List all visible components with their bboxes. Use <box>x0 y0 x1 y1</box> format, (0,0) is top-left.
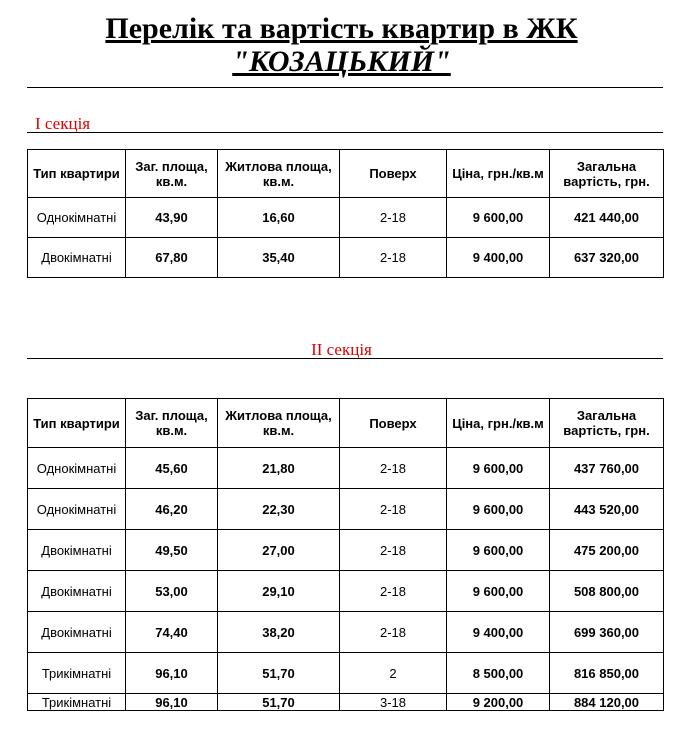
table-header-row <box>28 150 664 198</box>
cell-apartment-type: Однокімнатні <box>28 448 126 489</box>
header-total-cost: Загальна вартість, грн. <box>550 399 664 448</box>
cell-apartment-type: Двокімнатні <box>28 571 126 612</box>
cell-floor: 2-18 <box>340 571 447 612</box>
cell-price-per-sqm: 9 600,00 <box>447 489 550 530</box>
cell-living-area: 51,70 <box>218 694 340 711</box>
header-floor: Поверх <box>340 399 447 448</box>
cell-price-per-sqm: 9 600,00 <box>447 571 550 612</box>
cell-living-area: 22,30 <box>218 489 340 530</box>
cell-floor: 2-18 <box>340 489 447 530</box>
cell-floor: 2 <box>340 653 447 694</box>
table-row <box>28 612 664 653</box>
header-price-per-sqm: Ціна, грн./кв.м <box>447 399 550 448</box>
section-1-divider <box>27 132 663 133</box>
table-row <box>28 694 664 711</box>
cell-floor: 2-18 <box>340 198 447 238</box>
cell-apartment-type: Трикімнатні <box>28 653 126 694</box>
cell-total-area: 45,60 <box>126 448 218 489</box>
cell-apartment-type: Трикімнатні <box>28 694 126 711</box>
cell-living-area: 38,20 <box>218 612 340 653</box>
cell-total-area: 74,40 <box>126 612 218 653</box>
cell-floor: 2-18 <box>340 530 447 571</box>
cell-living-area: 35,40 <box>218 238 340 278</box>
header-living-area: Житлова площа, кв.м. <box>218 150 340 198</box>
section-1-label: І секція <box>35 114 91 133</box>
header-floor: Поверх <box>340 150 447 198</box>
cell-price-per-sqm: 9 400,00 <box>447 238 550 278</box>
table-row <box>28 489 664 530</box>
header-apartment-type: Тип квартири <box>28 399 126 448</box>
cell-total-cost: 437 760,00 <box>550 448 664 489</box>
cell-total-cost: 508 800,00 <box>550 571 664 612</box>
header-price-per-sqm: Ціна, грн./кв.м <box>447 150 550 198</box>
table-row <box>28 530 664 571</box>
section-2-divider <box>27 358 663 359</box>
table-row <box>28 198 664 238</box>
table-row <box>28 238 664 278</box>
cell-total-cost: 699 360,00 <box>550 612 664 653</box>
table-row <box>28 571 664 612</box>
cell-price-per-sqm: 8 500,00 <box>447 653 550 694</box>
header-total-area: Заг. площа, кв.м. <box>126 399 218 448</box>
cell-total-cost: 816 850,00 <box>550 653 664 694</box>
cell-total-area: 53,00 <box>126 571 218 612</box>
cell-total-cost: 884 120,00 <box>550 694 664 711</box>
table-header-row <box>28 399 664 448</box>
cell-floor: 2-18 <box>340 238 447 278</box>
cell-floor: 2-18 <box>340 612 447 653</box>
header-apartment-type: Тип квартири <box>28 150 126 198</box>
cell-living-area: 21,80 <box>218 448 340 489</box>
table-row <box>28 653 664 694</box>
section-2-price-table <box>27 398 664 711</box>
section-2-label: ІІ секція <box>311 340 372 359</box>
cell-apartment-type: Двокімнатні <box>28 238 126 278</box>
cell-total-area: 96,10 <box>126 653 218 694</box>
cell-total-cost: 475 200,00 <box>550 530 664 571</box>
cell-living-area: 51,70 <box>218 653 340 694</box>
cell-total-area: 49,50 <box>126 530 218 571</box>
header-total-cost: Загальна вартість, грн. <box>550 150 664 198</box>
table-row <box>28 448 664 489</box>
cell-living-area: 16,60 <box>218 198 340 238</box>
cell-apartment-type: Двокімнатні <box>28 612 126 653</box>
document-title: Перелік та вартість квартир в ЖК <box>105 12 578 45</box>
cell-total-area: 46,20 <box>126 489 218 530</box>
title-divider <box>27 87 663 88</box>
cell-total-cost: 443 520,00 <box>550 489 664 530</box>
cell-apartment-type: Двокімнатні <box>28 530 126 571</box>
cell-floor: 3-18 <box>340 694 447 711</box>
cell-apartment-type: Однокімнатні <box>28 198 126 238</box>
cell-total-cost: 421 440,00 <box>550 198 664 238</box>
section-1-price-table <box>27 149 664 278</box>
header-total-area: Заг. площа, кв.м. <box>126 150 218 198</box>
cell-floor: 2-18 <box>340 448 447 489</box>
cell-total-area: 67,80 <box>126 238 218 278</box>
cell-apartment-type: Однокімнатні <box>28 489 126 530</box>
cell-price-per-sqm: 9 400,00 <box>447 612 550 653</box>
cell-price-per-sqm: 9 200,00 <box>447 694 550 711</box>
cell-price-per-sqm: 9 600,00 <box>447 198 550 238</box>
cell-price-per-sqm: 9 600,00 <box>447 448 550 489</box>
header-living-area: Житлова площа, кв.м. <box>218 399 340 448</box>
cell-living-area: 29,10 <box>218 571 340 612</box>
cell-living-area: 27,00 <box>218 530 340 571</box>
cell-total-area: 43,90 <box>126 198 218 238</box>
cell-price-per-sqm: 9 600,00 <box>447 530 550 571</box>
complex-name-title: "КОЗАЦЬКИЙ" <box>232 45 451 78</box>
cell-total-cost: 637 320,00 <box>550 238 664 278</box>
cell-total-area: 96,10 <box>126 694 218 711</box>
